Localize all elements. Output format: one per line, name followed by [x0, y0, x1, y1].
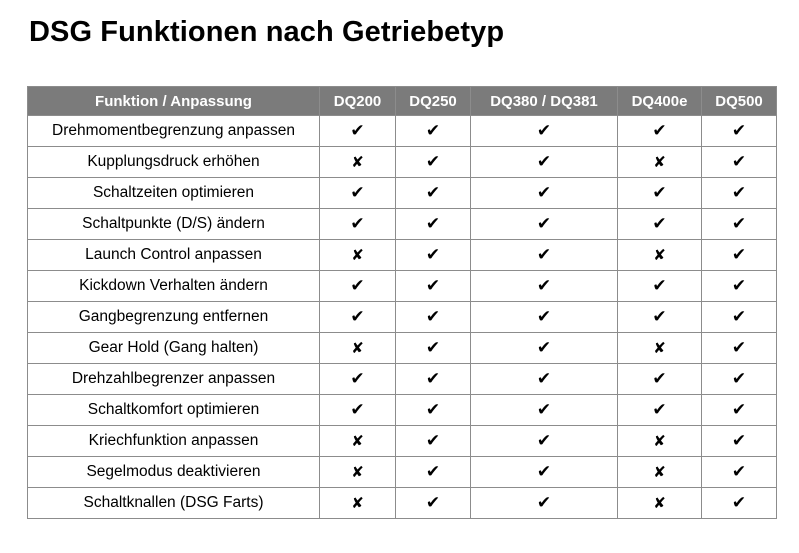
- support-cell-dq400e: [618, 271, 702, 302]
- cross-icon: ✘: [351, 431, 364, 450]
- support-cell-dq500: [702, 147, 777, 178]
- support-cell-dq380-dq381: [471, 240, 618, 271]
- checkmark-icon: ✔: [425, 275, 441, 296]
- function-cell: Kupplungsdruck erhöhen: [28, 147, 320, 178]
- checkmark-icon: ✔: [536, 461, 552, 482]
- support-cell-dq380-dq381: [471, 364, 618, 395]
- support-cell-dq400e: [618, 457, 702, 488]
- table-row: [28, 178, 777, 209]
- support-cell-dq400e: [618, 302, 702, 333]
- checkmark-icon: ✔: [536, 275, 552, 296]
- function-cell: Schaltknallen (DSG Farts): [28, 488, 320, 519]
- support-cell-dq400e: [618, 116, 702, 147]
- support-cell-dq200: [320, 209, 396, 240]
- support-cell-dq200: [320, 271, 396, 302]
- page-title: DSG Funktionen nach Getriebetyp: [29, 16, 505, 48]
- checkmark-icon: ✔: [536, 492, 552, 513]
- checkmark-icon: ✔: [652, 120, 667, 141]
- checkmark-icon: ✔: [536, 306, 552, 327]
- support-cell-dq400e: [618, 488, 702, 519]
- support-cell-dq500: [702, 116, 777, 147]
- support-cell-dq400e: [618, 209, 702, 240]
- support-cell-dq200: [320, 333, 396, 364]
- checkmark-icon: ✔: [731, 151, 747, 172]
- checkmark-icon: ✔: [731, 492, 747, 513]
- table-row: [28, 333, 777, 364]
- support-cell-dq200: [320, 364, 396, 395]
- support-cell-dq500: [702, 395, 777, 426]
- cross-icon: ✘: [653, 462, 666, 481]
- support-cell-dq200: [320, 488, 396, 519]
- function-cell: Launch Control anpassen: [28, 240, 320, 271]
- checkmark-icon: ✔: [425, 120, 441, 141]
- support-cell-dq400e: [618, 147, 702, 178]
- function-cell: Gangbegrenzung entfernen: [28, 302, 320, 333]
- checkmark-icon: ✔: [425, 461, 441, 482]
- support-cell-dq250: [396, 147, 471, 178]
- function-cell: Kickdown Verhalten ändern: [28, 271, 320, 302]
- table-row: [28, 116, 777, 147]
- support-cell-dq250: [396, 271, 471, 302]
- support-cell-dq380-dq381: [471, 147, 618, 178]
- support-cell-dq380-dq381: [471, 116, 618, 147]
- support-cell-dq500: [702, 333, 777, 364]
- support-cell-dq400e: [618, 426, 702, 457]
- checkmark-icon: ✔: [731, 244, 747, 265]
- checkmark-icon: ✔: [731, 337, 747, 358]
- checkmark-icon: ✔: [731, 430, 747, 451]
- checkmark-icon: ✔: [731, 306, 747, 327]
- support-cell-dq500: [702, 426, 777, 457]
- checkmark-icon: ✔: [731, 275, 747, 296]
- support-cell-dq250: [396, 364, 471, 395]
- checkmark-icon: ✔: [425, 430, 441, 451]
- support-cell-dq380-dq381: [471, 333, 618, 364]
- support-cell-dq380-dq381: [471, 395, 618, 426]
- function-cell: Kriechfunktion anpassen: [28, 426, 320, 457]
- support-cell-dq500: [702, 209, 777, 240]
- support-cell-dq250: [396, 178, 471, 209]
- support-cell-dq380-dq381: [471, 302, 618, 333]
- table-header-row: [28, 87, 777, 116]
- support-cell-dq250: [396, 116, 471, 147]
- support-cell-dq500: [702, 178, 777, 209]
- checkmark-icon: ✔: [425, 337, 441, 358]
- cross-icon: ✘: [351, 493, 364, 512]
- cross-icon: ✘: [653, 493, 666, 512]
- function-cell: Schaltzeiten optimieren: [28, 178, 320, 209]
- support-cell-dq500: [702, 240, 777, 271]
- checkmark-icon: ✔: [425, 151, 441, 172]
- checkmark-icon: ✔: [536, 213, 552, 234]
- support-cell-dq380-dq381: [471, 426, 618, 457]
- checkmark-icon: ✔: [350, 120, 365, 141]
- support-cell-dq500: [702, 457, 777, 488]
- column-header-dq200: DQ200: [320, 87, 396, 116]
- support-cell-dq380-dq381: [471, 271, 618, 302]
- checkmark-icon: ✔: [652, 306, 667, 327]
- table-row: [28, 426, 777, 457]
- checkmark-icon: ✔: [652, 399, 667, 420]
- support-cell-dq500: [702, 364, 777, 395]
- support-cell-dq200: [320, 457, 396, 488]
- support-cell-dq250: [396, 395, 471, 426]
- table-row: [28, 302, 777, 333]
- table-row: [28, 240, 777, 271]
- checkmark-icon: ✔: [652, 213, 667, 234]
- support-cell-dq500: [702, 302, 777, 333]
- support-cell-dq250: [396, 240, 471, 271]
- function-cell: Gear Hold (Gang halten): [28, 333, 320, 364]
- support-cell-dq200: [320, 426, 396, 457]
- checkmark-icon: ✔: [350, 306, 365, 327]
- checkmark-icon: ✔: [350, 368, 365, 389]
- support-cell-dq500: [702, 271, 777, 302]
- support-cell-dq250: [396, 426, 471, 457]
- column-header-dq500: DQ500: [702, 87, 777, 116]
- checkmark-icon: ✔: [652, 182, 667, 203]
- column-header-dq380-dq381: DQ380 / DQ381: [471, 87, 618, 116]
- support-cell-dq380-dq381: [471, 457, 618, 488]
- cross-icon: ✘: [351, 462, 364, 481]
- checkmark-icon: ✔: [536, 337, 552, 358]
- function-cell: Drehzahlbegrenzer anpassen: [28, 364, 320, 395]
- cross-icon: ✘: [653, 338, 666, 357]
- support-cell-dq250: [396, 302, 471, 333]
- checkmark-icon: ✔: [350, 275, 365, 296]
- table-row: [28, 271, 777, 302]
- table-body: [28, 116, 777, 519]
- checkmark-icon: ✔: [652, 275, 667, 296]
- table-row: [28, 395, 777, 426]
- checkmark-icon: ✔: [425, 306, 441, 327]
- checkmark-icon: ✔: [425, 492, 441, 513]
- cross-icon: ✘: [653, 245, 666, 264]
- support-cell-dq380-dq381: [471, 488, 618, 519]
- column-header-function: Funktion / Anpassung: [28, 87, 320, 116]
- column-header-dq250: DQ250: [396, 87, 471, 116]
- table-row: [28, 488, 777, 519]
- checkmark-icon: ✔: [731, 213, 747, 234]
- table-row: [28, 147, 777, 178]
- support-cell-dq200: [320, 302, 396, 333]
- checkmark-icon: ✔: [731, 368, 747, 389]
- support-cell-dq200: [320, 116, 396, 147]
- checkmark-icon: ✔: [731, 399, 747, 420]
- cross-icon: ✘: [653, 431, 666, 450]
- checkmark-icon: ✔: [731, 182, 747, 203]
- function-cell: Segelmodus deaktivieren: [28, 457, 320, 488]
- checkmark-icon: ✔: [652, 368, 667, 389]
- support-cell-dq380-dq381: [471, 178, 618, 209]
- support-cell-dq250: [396, 209, 471, 240]
- checkmark-icon: ✔: [425, 182, 441, 203]
- table-row: [28, 209, 777, 240]
- support-cell-dq400e: [618, 178, 702, 209]
- support-cell-dq500: [702, 488, 777, 519]
- checkmark-icon: ✔: [425, 399, 441, 420]
- cross-icon: ✘: [351, 152, 364, 171]
- checkmark-icon: ✔: [350, 399, 365, 420]
- checkmark-icon: ✔: [425, 244, 441, 265]
- checkmark-icon: ✔: [536, 430, 552, 451]
- support-cell-dq400e: [618, 240, 702, 271]
- support-cell-dq400e: [618, 395, 702, 426]
- checkmark-icon: ✔: [350, 182, 365, 203]
- cross-icon: ✘: [351, 338, 364, 357]
- table-row: [28, 457, 777, 488]
- table-row: [28, 364, 777, 395]
- support-cell-dq250: [396, 488, 471, 519]
- checkmark-icon: ✔: [350, 213, 365, 234]
- support-cell-dq250: [396, 457, 471, 488]
- function-cell: Schaltpunkte (D/S) ändern: [28, 209, 320, 240]
- checkmark-icon: ✔: [425, 368, 441, 389]
- support-cell-dq250: [396, 333, 471, 364]
- support-cell-dq380-dq381: [471, 209, 618, 240]
- function-matrix-table: [27, 86, 777, 519]
- support-cell-dq400e: [618, 333, 702, 364]
- support-cell-dq200: [320, 240, 396, 271]
- checkmark-icon: ✔: [425, 213, 441, 234]
- support-cell-dq400e: [618, 364, 702, 395]
- checkmark-icon: ✔: [731, 461, 747, 482]
- checkmark-icon: ✔: [536, 120, 552, 141]
- cross-icon: ✘: [653, 152, 666, 171]
- checkmark-icon: ✔: [536, 399, 552, 420]
- function-cell: Schaltkomfort optimieren: [28, 395, 320, 426]
- checkmark-icon: ✔: [536, 244, 552, 265]
- checkmark-icon: ✔: [731, 120, 747, 141]
- support-cell-dq200: [320, 147, 396, 178]
- checkmark-icon: ✔: [536, 182, 552, 203]
- checkmark-icon: ✔: [536, 151, 552, 172]
- cross-icon: ✘: [351, 245, 364, 264]
- support-cell-dq200: [320, 395, 396, 426]
- function-cell: Drehmomentbegrenzung anpassen: [28, 116, 320, 147]
- support-cell-dq200: [320, 178, 396, 209]
- column-header-dq400e: DQ400e: [618, 87, 702, 116]
- checkmark-icon: ✔: [536, 368, 552, 389]
